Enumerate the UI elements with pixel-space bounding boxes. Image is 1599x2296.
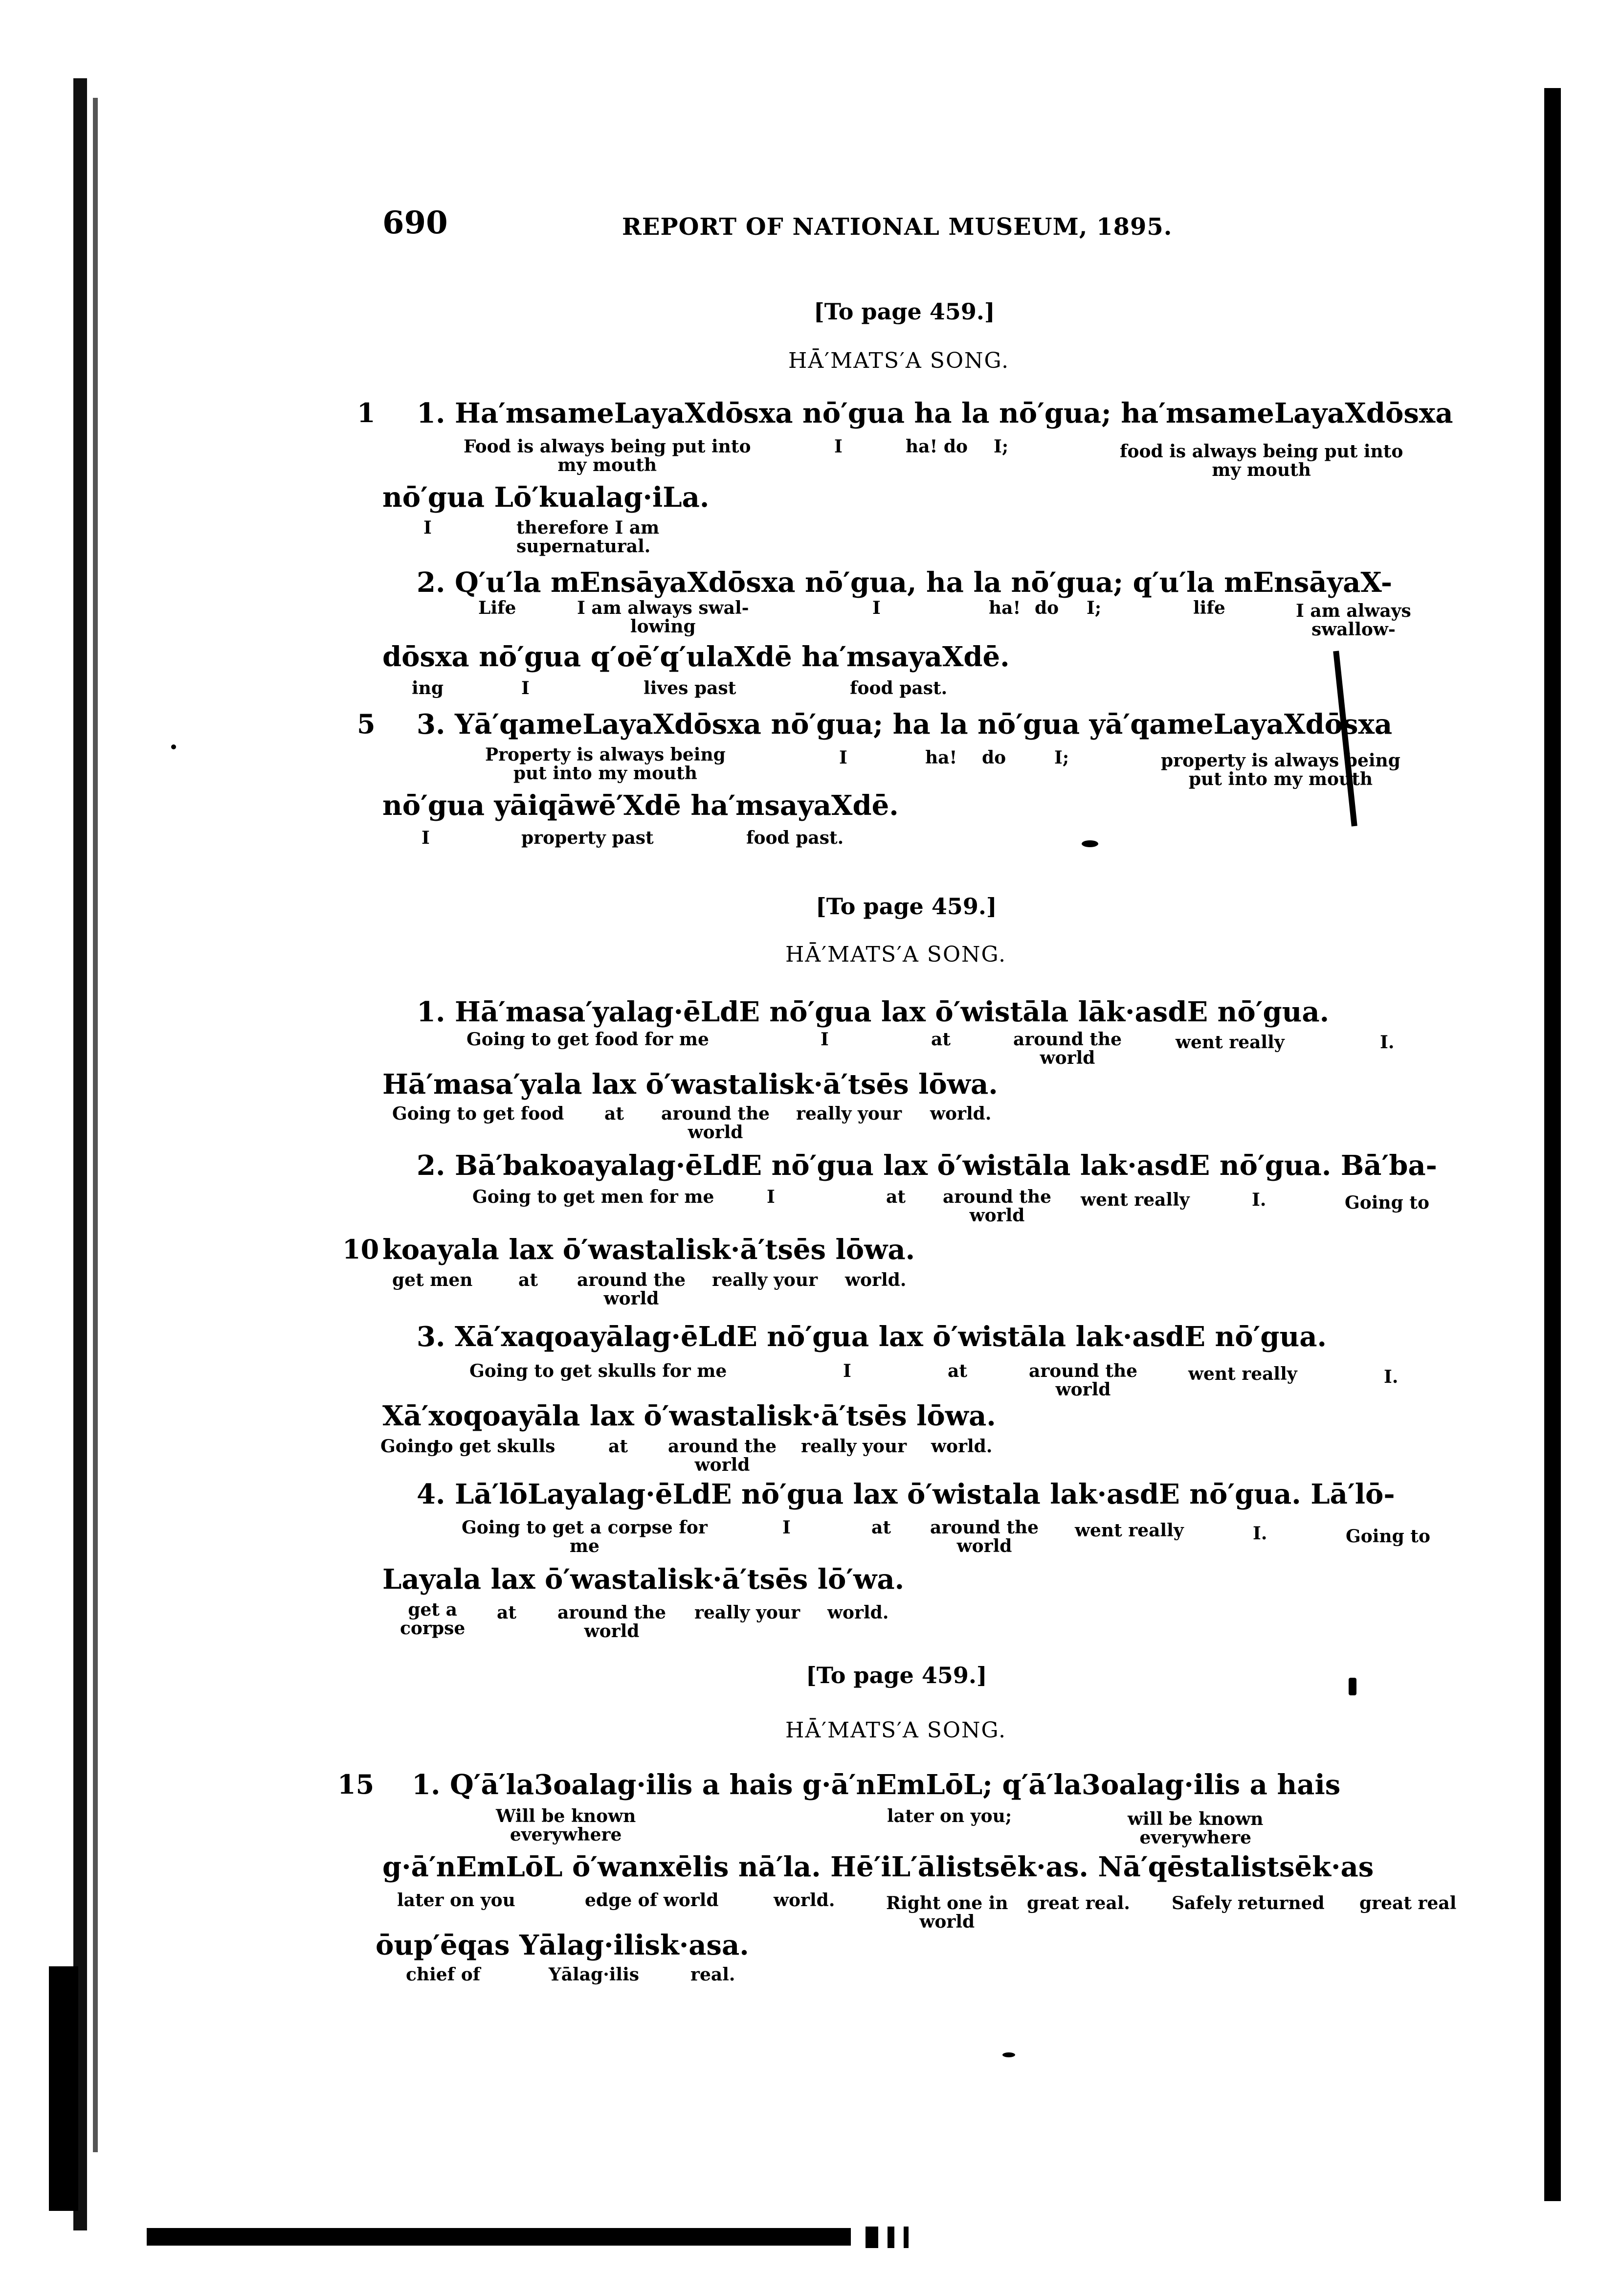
- gloss: at: [608, 1436, 628, 1457]
- gloss: will be known everywhere: [1128, 1809, 1264, 1848]
- verse-line: 2. Q′u′la mEnsāyaXdōsxa nō′gua, ha la nō′gua; q′u′la mEnsāyaX-: [417, 566, 1393, 599]
- verse-line: 3. Yā′qameLayaXdōsxa nō′gua; ha la nō′gua yā′qameLayaXdōsxa: [417, 708, 1393, 741]
- gloss: ing: [412, 678, 444, 698]
- gloss: I: [422, 828, 430, 848]
- verse-line: ōup′ēqas Yālag·ilisk·asa.: [376, 1929, 749, 1961]
- gloss: around the world: [1013, 1029, 1122, 1068]
- verse-line: dōsxa nō′gua q′oē′q′ulaXdē ha′msayaXdē.: [382, 641, 1010, 673]
- gloss: at: [948, 1361, 967, 1381]
- line-number: 5: [357, 708, 376, 740]
- gloss: at: [886, 1187, 906, 1207]
- verse-line: 1. Ha′msameLayaXdōsxa nō′gua ha la nō′gua; ha′msameLayaXdōsxa: [417, 397, 1453, 429]
- gloss: edge of world: [585, 1890, 719, 1911]
- gloss: I: [521, 678, 530, 698]
- gloss: Going to get a corpse for me: [462, 1517, 708, 1556]
- gloss: I: [843, 1361, 851, 1381]
- gloss: went really: [1081, 1190, 1190, 1210]
- gloss: around the world: [668, 1436, 777, 1475]
- gloss: real.: [690, 1964, 735, 1985]
- gloss: property past: [521, 828, 654, 848]
- verse-line: nō′gua yāiqāwē′Xdē ha′msayaXdē.: [382, 789, 899, 822]
- ink-speck: [1349, 1678, 1356, 1695]
- scan-edge-left: [73, 78, 87, 2230]
- scan-edge-bottom-mark: [866, 2227, 878, 2248]
- gloss: around the world: [930, 1517, 1039, 1556]
- page-reference: [To page 459.]: [806, 1662, 987, 1688]
- gloss: world.: [774, 1890, 835, 1911]
- gloss: Going to: [1346, 1526, 1430, 1547]
- gloss: I am always swallow-: [1296, 601, 1411, 640]
- gloss: to get skulls: [433, 1436, 555, 1457]
- gloss: around the world: [1029, 1361, 1138, 1400]
- gloss: at: [871, 1517, 891, 1538]
- gloss: later on you;: [887, 1806, 1012, 1826]
- gloss: at: [497, 1602, 516, 1623]
- gloss: I: [782, 1517, 791, 1538]
- line-number: 10: [342, 1234, 379, 1265]
- gloss: I.: [1253, 1523, 1267, 1544]
- gloss: Going to get skulls for me: [469, 1361, 727, 1381]
- gloss: Going to get food for me: [466, 1029, 709, 1050]
- song-title: HĀ′MATS′A SONG.: [788, 348, 1010, 373]
- verse-line: 3. Xā′xaqoayālag·ēLdE nō′gua lax ō′wistāla lak·asdE nō′gua.: [417, 1321, 1327, 1353]
- gloss: do: [982, 747, 1006, 768]
- gloss: really your: [801, 1436, 907, 1457]
- gloss: Going to get men for me: [472, 1187, 714, 1207]
- gloss: I: [423, 518, 432, 538]
- gloss: property is always being put into my mouth: [1161, 750, 1400, 789]
- gloss: ha! do: [906, 436, 968, 457]
- gloss: I;: [994, 436, 1009, 457]
- verse-line: 1. Hā′masa′yalag·ēLdE nō′gua lax ō′wistāla lāk·asdE nō′gua.: [417, 996, 1330, 1028]
- line-number: 15: [337, 1769, 375, 1800]
- gloss: Property is always being put into my mouth: [485, 744, 726, 784]
- song-title: HĀ′MATS′A SONG.: [785, 1718, 1007, 1743]
- gloss: really your: [796, 1103, 902, 1124]
- gloss: Going: [380, 1436, 439, 1457]
- gloss: around the world: [943, 1187, 1052, 1226]
- gloss: lives past: [644, 678, 736, 698]
- gloss: at: [518, 1270, 538, 1290]
- verse-line: koayala lax ō′wastalisk·ā′tsēs lōwa.: [382, 1234, 915, 1266]
- gloss: I am always swal- lowing: [577, 598, 749, 637]
- gloss: I: [872, 598, 881, 618]
- gloss: food past.: [746, 828, 844, 848]
- gloss: I.: [1380, 1032, 1395, 1053]
- gloss: I;: [1054, 747, 1069, 768]
- gloss: life: [1193, 598, 1225, 618]
- gloss: I: [839, 747, 847, 768]
- page-number: 690: [382, 204, 448, 241]
- gloss: Yālag·ilis: [549, 1964, 640, 1985]
- verse-line: Hā′masa′yala lax ō′wastalisk·ā′tsēs lōwa.: [382, 1068, 998, 1101]
- verse-line: 2. Bā′bakoayalag·ēLdE nō′gua lax ō′wistāla lak·asdE nō′gua. Bā′ba-: [417, 1149, 1437, 1182]
- gloss: great real: [1359, 1893, 1457, 1913]
- verse-line: g·ā′nEmLōL ō′wanxēlis nā′la. Hē′iL′ālistsēk·as. Nā′qēstalistsēk·as: [382, 1851, 1374, 1883]
- gloss: world.: [930, 1103, 992, 1124]
- scan-edge-left-block: [49, 1966, 78, 2211]
- gloss: get men: [392, 1270, 473, 1290]
- gloss: Will be known everywhere: [496, 1806, 636, 1845]
- gloss: I: [821, 1029, 829, 1050]
- scan-edge-right: [1544, 88, 1561, 2201]
- gloss: ha!: [925, 747, 957, 768]
- page-reference: [To page 459.]: [814, 298, 995, 325]
- gloss: world.: [931, 1436, 993, 1457]
- gloss: food is always being put into my mouth: [1120, 441, 1403, 480]
- gloss: went really: [1176, 1032, 1285, 1053]
- ink-speck: [171, 744, 176, 749]
- gloss: went really: [1188, 1364, 1297, 1384]
- gloss: I;: [1087, 598, 1102, 618]
- line-number: 1: [357, 397, 376, 428]
- scan-edge-left-inner: [93, 98, 98, 2152]
- scan-edge-bottom-mark: [904, 2227, 909, 2248]
- gloss: Going to: [1345, 1193, 1429, 1213]
- gloss: later on you: [397, 1890, 515, 1911]
- ink-speck: [1082, 840, 1098, 847]
- gloss: world.: [845, 1270, 907, 1290]
- gloss: ha!: [989, 598, 1021, 618]
- gloss: I: [834, 436, 843, 457]
- gloss: Going to get food: [392, 1103, 564, 1124]
- gloss: therefore I am supernatural.: [516, 518, 660, 557]
- song-title: HĀ′MATS′A SONG.: [785, 942, 1007, 967]
- verse-line: Xā′xoqoayāla lax ō′wastalisk·ā′tsēs lōwa.: [382, 1400, 996, 1432]
- gloss: really your: [712, 1270, 818, 1290]
- gloss: at: [604, 1103, 624, 1124]
- gloss: Right one in world: [886, 1893, 1008, 1932]
- gloss: around the world: [557, 1602, 666, 1642]
- gloss: around the world: [577, 1270, 686, 1309]
- gloss: around the world: [661, 1103, 770, 1143]
- running-title: REPORT OF NATIONAL MUSEUM, 1895.: [622, 213, 1173, 241]
- gloss: went really: [1075, 1520, 1184, 1541]
- gloss: really your: [694, 1602, 800, 1623]
- gloss: I.: [1252, 1190, 1266, 1210]
- gloss: great real.: [1027, 1893, 1130, 1913]
- ink-speck: [1002, 2052, 1015, 2057]
- scan-edge-bottom-mark: [888, 2227, 894, 2248]
- gloss: Life: [478, 598, 516, 618]
- gloss: Safely returned: [1172, 1893, 1325, 1913]
- verse-line: nō′gua Lō′kualag·iLa.: [382, 481, 710, 514]
- gloss: get a corpse: [400, 1599, 466, 1639]
- verse-line: 4. Lā′lōLayalag·ēLdE nō′gua lax ō′wistala lak·asdE nō′gua. Lā′lō-: [417, 1478, 1395, 1510]
- gloss: food past.: [850, 678, 948, 698]
- gloss: world.: [827, 1602, 889, 1623]
- gloss: do: [1035, 598, 1059, 618]
- gloss: Food is always being put into my mouth: [464, 436, 751, 475]
- verse-line: Layala lax ō′wastalisk·ā′tsēs lō′wa.: [382, 1563, 905, 1596]
- verse-line: 1. Q′ā′la3oalag·ilis a hais g·ā′nEmLōL; q′ā′la3oalag·ilis a hais: [412, 1769, 1341, 1801]
- gloss: at: [931, 1029, 951, 1050]
- gloss: I: [767, 1187, 775, 1207]
- gloss: chief of: [406, 1964, 481, 1985]
- scan-edge-bottom: [147, 2228, 851, 2246]
- gloss: I.: [1384, 1367, 1399, 1387]
- page-reference: [To page 459.]: [816, 893, 997, 920]
